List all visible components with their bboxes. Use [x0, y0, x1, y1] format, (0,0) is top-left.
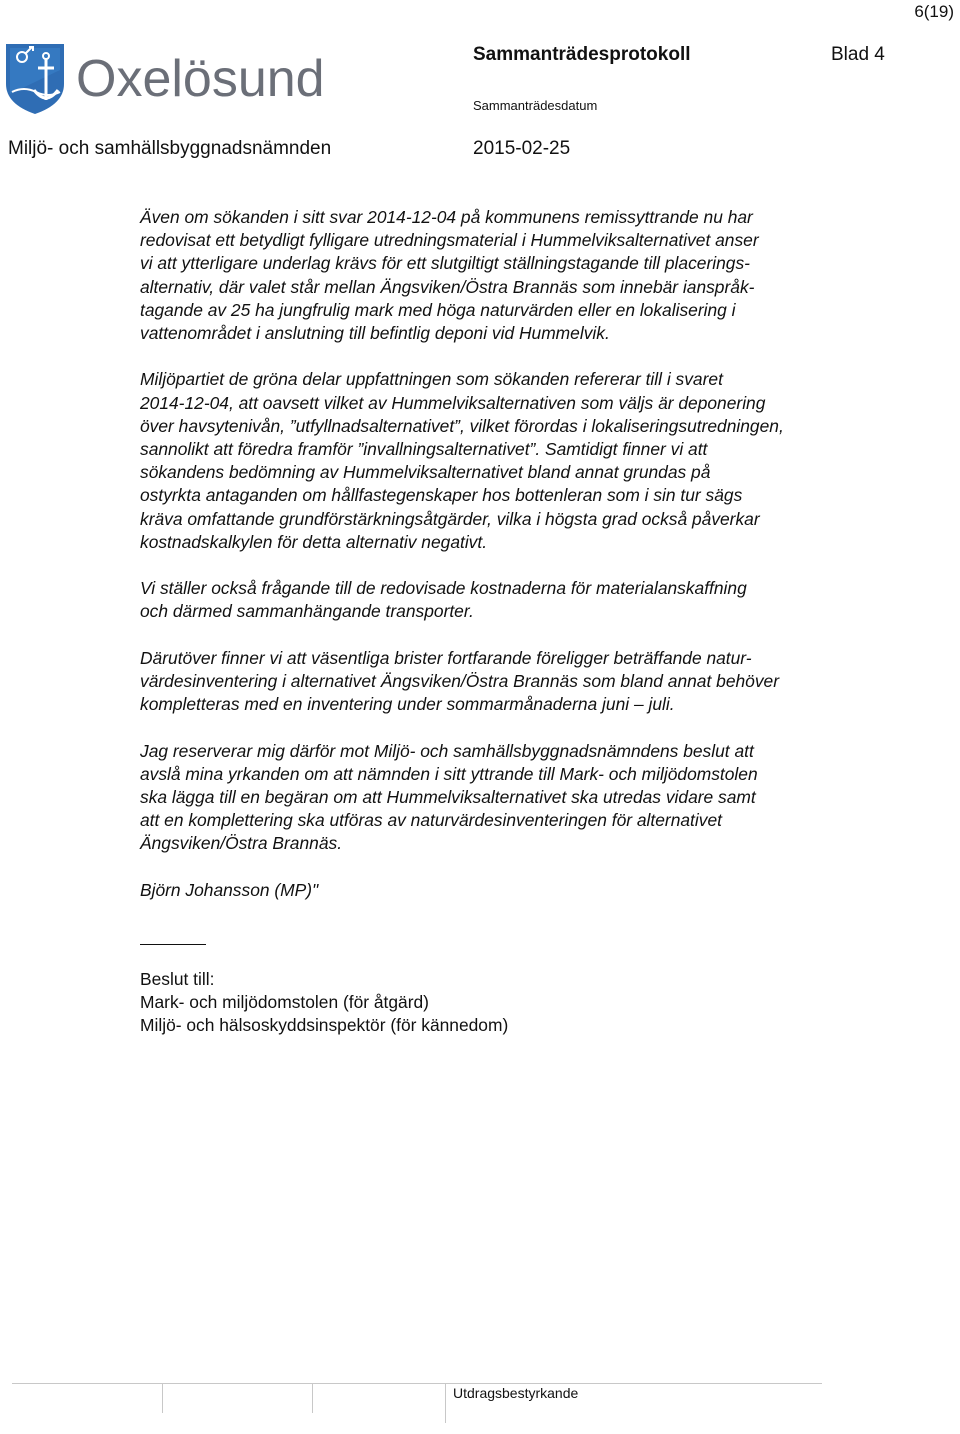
sheet-number: Blad 4: [831, 44, 885, 65]
paragraph: Miljöpartiet de gröna delar uppfattningen som sökanden refererar till i svaret 2014-12-04, att oavsett vilket av Hummelviksalternativen som väljs är deponering över havsytenivån, ”utfyllnadsalternativet”, vilket förordas i lokaliseringsutredningen, sannolikt att föredra framför ”invallningsalternativet”. Samtidigt finner vi att sökandens bedömning av Hummelviksalternativet bland annat grundas på ostyrkta antaganden om hållfastegenskaper hos bottenleran som i sin tur sägs kräva omfattande grundförstärkningsåtgärder, vilka i högsta grad också påverkar kostnadskalkylen för detta alternativ negativt.: [140, 369, 784, 552]
page-number: 6(19): [914, 2, 954, 21]
paragraph: Vi ställer också frågande till de redovisade kostnaderna för materialanskaffning och därmed sammanhängande transporter.: [140, 578, 747, 622]
decision-recipients: [140, 968, 840, 1038]
oxelosund-logo: [6, 42, 326, 116]
paragraph: Även om sökanden i sitt svar 2014-12-04 på kommunens remissyttrande nu har redovisat ett betydligt fylligare utredningsmaterial i Hummelviksalternativet anser vi att ytterligare underlag krävs för ett slutgiltigt ställningstagande till placerings- alternativ, där valet står mellan Ängsviken/Östra Brannäs som innebär ianspråk- tagande av 25 ha jungfrulig mark med höga naturvärden eller en lokalisering i vattenområdet i anslutning till befintlig deponi vid Hummelvik.: [140, 207, 759, 344]
paragraph: Jag reserverar mig därför mot Miljö- och samhällsbyggnadsnämndens beslut att avslå mina yrkanden om att nämnden i sitt yttrande till Mark- och miljödomstolen ska lägga till en begäran om att Hummelviksalternativet ska utredas vidare samt att en komplettering ska utföras av naturvärdesinventeringen för alternativet Ängsviken/Östra Brannäs.: [140, 740, 758, 854]
recipient: Miljö- och hälsoskyddsinspektör (för kännedom): [140, 1015, 509, 1036]
recipient: Mark- och miljödomstolen (för åtgärd): [140, 992, 429, 1013]
divider: [140, 944, 206, 945]
footer-label: Utdragsbestyrkande: [453, 1385, 579, 1401]
footer-divider: [312, 1383, 313, 1413]
meeting-date: 2015-02-25: [473, 138, 571, 159]
signature: Björn Johansson (MP)": [140, 879, 319, 900]
footer-divider: [445, 1383, 446, 1423]
document-body: [140, 206, 900, 925]
decision-heading: Beslut till:: [140, 969, 215, 989]
footer-divider: [162, 1383, 163, 1413]
protocol-title: Sammanträdesprotokoll: [473, 44, 691, 65]
logo-wordmark: Oxelösund: [76, 50, 325, 108]
committee-name: Miljö- och samhällsbyggnadsnämnden: [8, 138, 332, 159]
shield-icon: [6, 44, 64, 114]
footer-rule: [12, 1383, 822, 1384]
paragraph: Därutöver finner vi att väsentliga brister fortfarande föreligger beträffande natur- värdesinventering i alternativet Ängsviken/Östra Brannäs som bland annat behöver kompletteras med en inventering under sommarmånaderna juni – juli.: [140, 647, 779, 715]
meeting-date-label: Sammanträdesdatum: [473, 98, 598, 113]
